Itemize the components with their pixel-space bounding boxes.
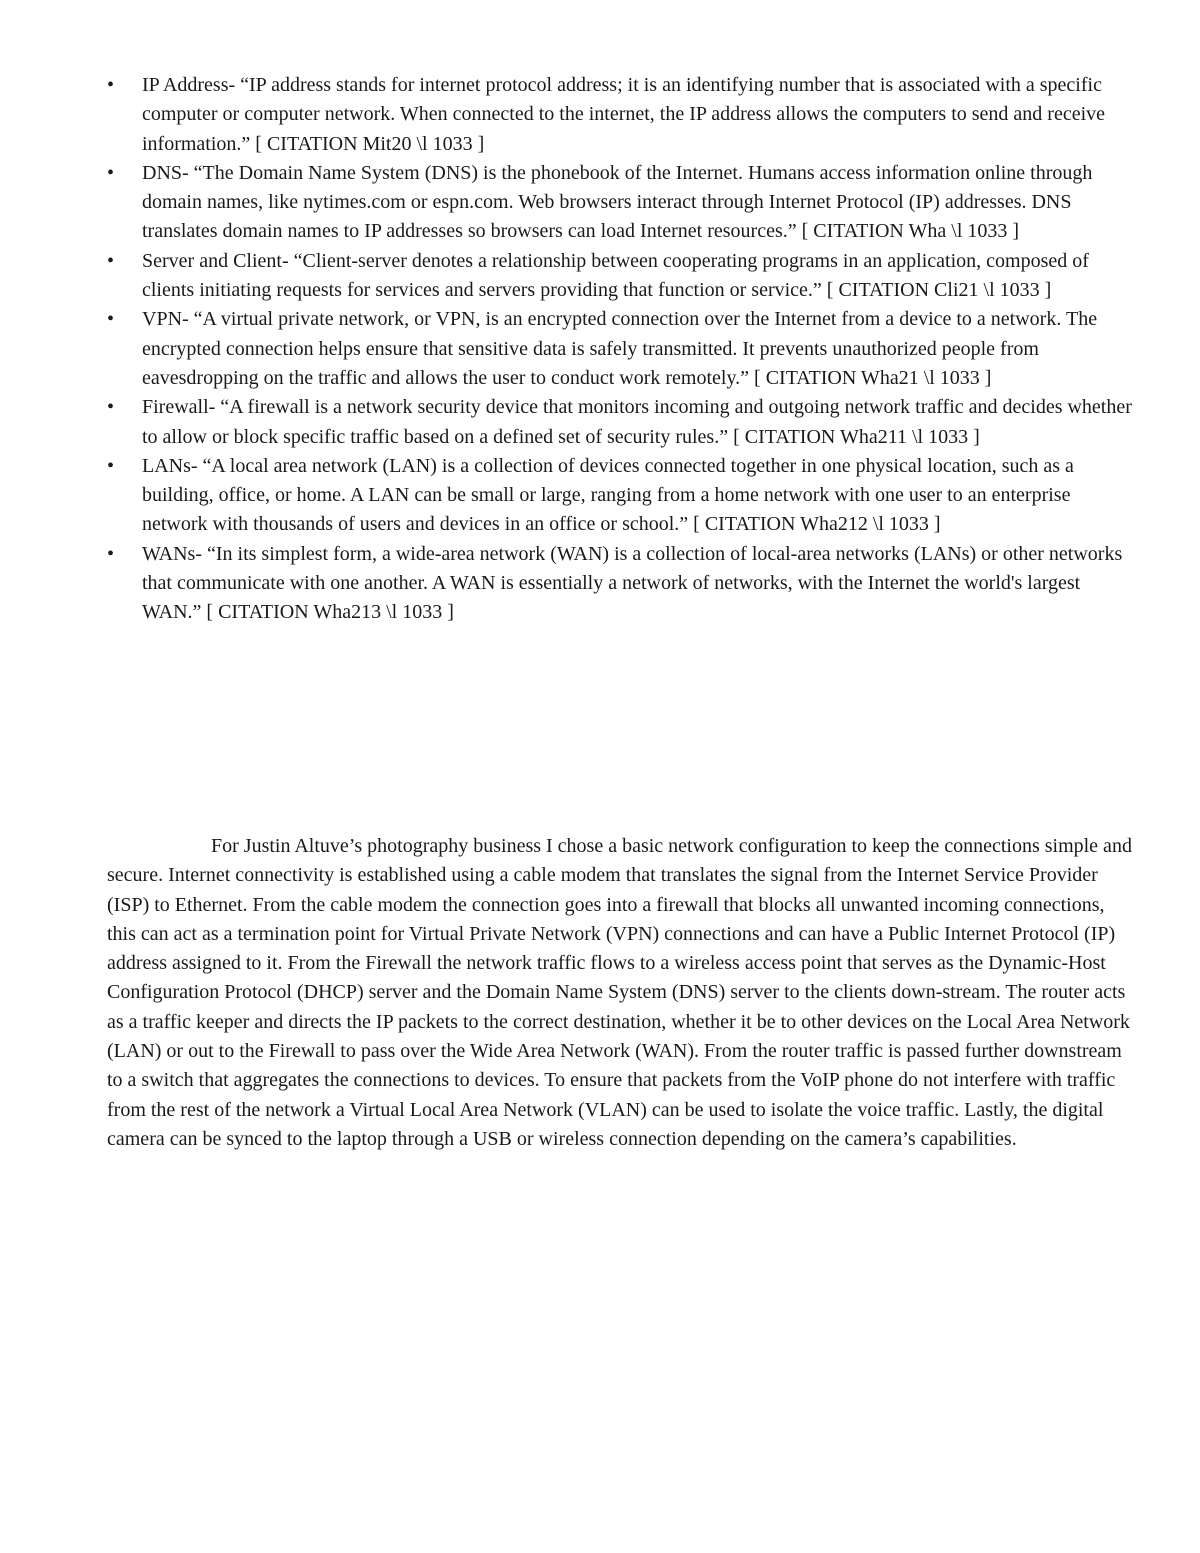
- bullet-icon: •: [107, 249, 115, 272]
- definition-text: Server and Client- “Client-server denotes a relationship between cooperating programs in an application, composed of clients initiating requests for services and servers providing that function or service.” [ CITATION Cli21 \l 1033 ]: [142, 249, 1089, 302]
- definition-firewall: [107, 393, 1137, 452]
- definition-text: LANs- “A local area network (LAN) is a collection of devices connected together in one physical location, such as a building, office, or home. A LAN can be small or large, ranging from a home network with one user to an enterprise network with thousands of users and devices in an office or school.” [ CITATION Wha212 \l 1033 ]: [142, 454, 1074, 536]
- bullet-icon: •: [107, 542, 115, 565]
- definition-text: DNS- “The Domain Name System (DNS) is the phonebook of the Internet. Humans access information online through domain names, like nytimes.com or espn.com. Web browsers interact through Internet Protocol (IP) addresses. DNS translates domain names to IP addresses so browsers can load Internet resources.” [ CITATION Wha \l 1033 ]: [142, 161, 1093, 243]
- definition-text: VPN- “A virtual private network, or VPN, is an encrypted connection over the Internet from a device to a network. The encrypted connection helps ensure that sensitive data is safely transmitted. It prevents unauthorized people from eavesdropping on the traffic and allows the user to conduct work remotely.” [ CITATION Wha21 \l 1033 ]: [142, 308, 1098, 389]
- definition-server-client: [107, 247, 1137, 306]
- definitions-list: [107, 71, 1137, 628]
- definition-lans: [107, 452, 1137, 540]
- definition-text: WANs- “In its simplest form, a wide-area network (WAN) is a collection of local-area networks (LANs) or other networks that communicate with one another. A WAN is essentially a network of networks, with the Internet the world's largest WAN.” [ CITATION Wha213 \l 1033 ]: [142, 542, 1123, 624]
- definition-vpn: [107, 305, 1137, 393]
- definition-wans: [107, 540, 1137, 628]
- network-configuration-paragraph: For Justin Altuve’s photography business I chose a basic network configuration to keep the connections simple and secure. Internet connectivity is established using a cable modem that translates the signal from the Internet Service Provider (ISP) to Ethernet. From the cable modem the connection goes into a firewall that blocks all unwanted incoming connections, this can act as a termination point for Virtual Private Network (VPN) connections and can have a Public Internet Protocol (IP) address assigned to it. From the Firewall the network traffic flows to a wireless access point that serves as the Dynamic-Host Configuration Protocol (DHCP) server and the Domain Name System (DNS) server to the clients down-stream. The router acts as a traffic keeper and directs the IP packets to the correct destination, whether it be to other devices on the Local Area Network (LAN) or out to the Firewall to pass over the Wide Area Network (WAN). From the router traffic is passed further downstream to a switch that aggregates the connections to devices. To ensure that packets from the VoIP phone do not interfere with traffic from the rest of the network a Virtual Local Area Network (VLAN) can be used to isolate the voice traffic. Lastly, the digital camera can be synced to the laptop through a USB or wireless connection depending on the camera’s capabilities.: [107, 835, 1132, 1150]
- bullet-icon: •: [107, 161, 115, 184]
- bullet-icon: •: [107, 396, 115, 419]
- definition-text: Firewall- “A firewall is a network security device that monitors incoming and outgoing network traffic and decides whether to allow or block specific traffic based on a defined set of security rules.” [ CITATION Wha211 \l 1033 ]: [142, 396, 1132, 448]
- bullet-icon: •: [107, 308, 115, 331]
- bullet-icon: •: [107, 454, 115, 477]
- definition-dns: [107, 159, 1137, 247]
- bullet-icon: •: [107, 74, 115, 96]
- definition-ip-address: [107, 71, 1137, 159]
- definition-text: IP Address- “IP address stands for internet protocol address; it is an identifying number that is associated with a specific computer or computer network. When connected to the internet, the IP address allows the computers to send and receive information.” [ CITATION Mit20 \l 1033 ]: [142, 74, 1106, 155]
